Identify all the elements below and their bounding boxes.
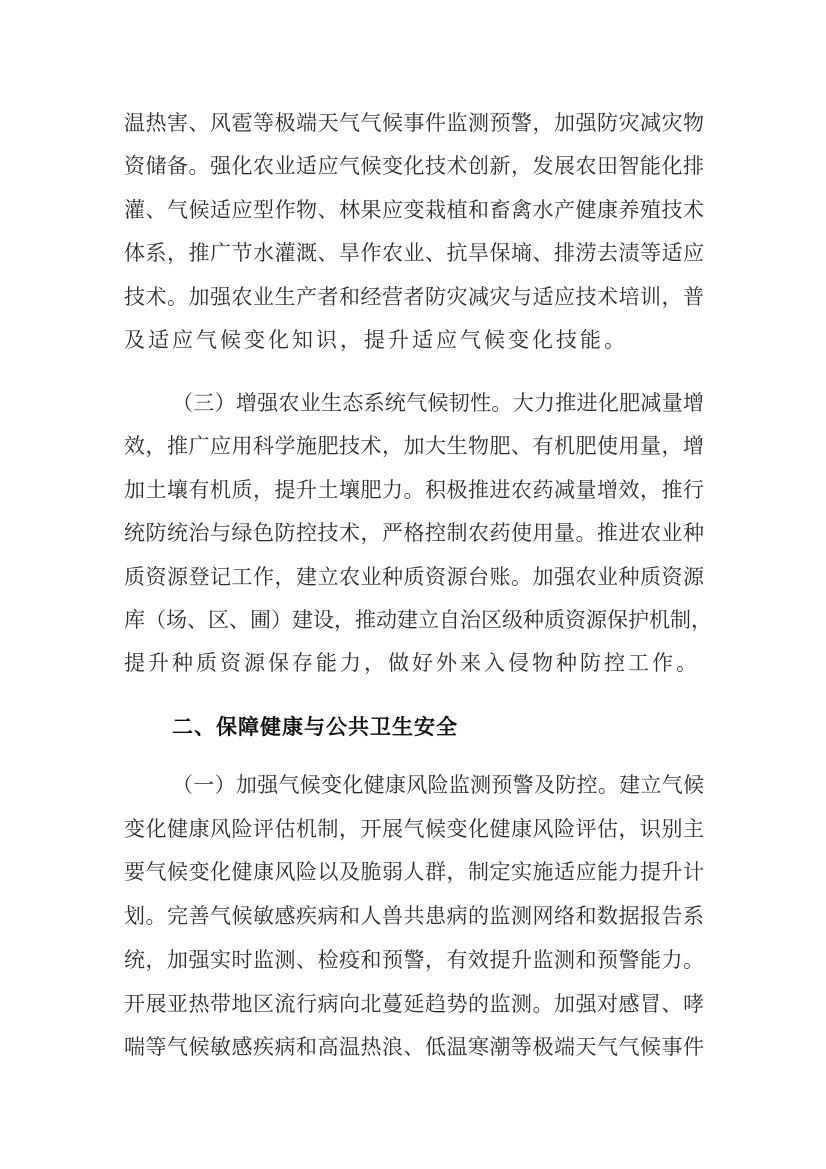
paragraph-line: 温热害、风雹等极端天气气候事件监测预警，加强防灾减灾物: [124, 111, 704, 135]
paragraph-line: 灌、气候适应型作物、林果应变栽植和畜禽水产健康养殖技术: [124, 198, 704, 222]
paragraph-line-first: （一）加强气候变化健康风险监测预警及防控。建立气候: [172, 773, 704, 797]
paragraph-line: 技术。加强农业生产者和经营者防灾减灾与适应技术培训，普: [124, 285, 704, 309]
paragraph-line: 要气候变化健康风险以及脆弱人群，制定实施适应能力提升计: [124, 860, 704, 884]
paragraph-line: 变化健康风险评估机制，开展气候变化健康风险评估，识别主: [124, 817, 704, 841]
paragraph-line: 划。完善气候敏感疾病和人兽共患病的监测网络和数据报告系: [124, 904, 704, 928]
paragraph-line: 开展亚热带地区流行病向北蔓延趋势的监测。加强对感冒、哮: [124, 992, 704, 1016]
paragraph-line: 库（场、区、圃）建设，推动建立自治区级种质资源保护机制，: [124, 608, 712, 632]
paragraph-line: 质资源登记工作，建立农业种质资源台账。加强农业种质资源: [124, 565, 704, 589]
paragraph-line-first: （三）增强农业生态系统气候韧性。大力推进化肥减量增: [172, 391, 704, 415]
paragraph-line: 统，加强实时监测、检疫和预警，有效提升监测和预警能力。: [124, 948, 704, 972]
paragraph-line: 效，推广应用科学施肥技术，加大生物肥、有机肥使用量，增: [124, 434, 704, 458]
paragraph-line: 资储备。强化农业适应气候变化技术创新，发展农田智能化排: [124, 154, 704, 178]
paragraph-line: 统防统治与绿色防控技术，严格控制农药使用量。推进农业种: [124, 521, 704, 545]
paragraph-line-last: 提升种质资源保存能力，做好外来入侵物种防控工作。: [124, 651, 700, 675]
paragraph-line: 体系，推广节水灌溉、旱作农业、抗旱保墒、排涝去渍等适应: [124, 241, 704, 265]
paragraph-line: 加土壤有机质，提升土壤肥力。积极推进农药减量增效，推行: [124, 478, 704, 502]
paragraph-line-last: 及适应气候变化知识，提升适应气候变化技能。: [124, 328, 628, 352]
section-heading: 二、保障健康与公共卫生安全: [172, 715, 458, 739]
paragraph-line: 喘等气候敏感疾病和高温热浪、低温寒潮等极端天气气候事件: [124, 1035, 704, 1059]
